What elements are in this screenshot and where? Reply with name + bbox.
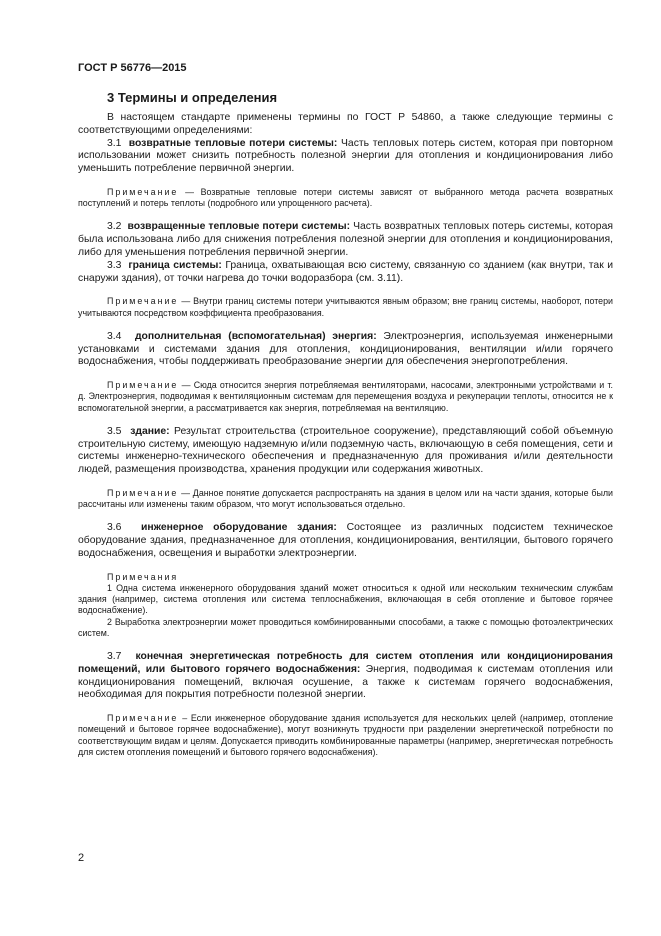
page-number: 2 bbox=[78, 852, 85, 864]
note-3-6-2: 2 Выработка электроэнергии может проводиться комбинированными способами, а также с помощью фотоэлектрических систем. bbox=[78, 616, 613, 638]
term-3-4: 3.4 дополнительная (вспомогательная) энергия: Электроэнергия, используемая инженерными установками и системами здания для отопления, кондиционирования, вентиляции и/или горячего водоснабжения, чтобы поддерживать преобразование энергии для обеспечения энергопотребления. bbox=[78, 330, 613, 368]
section-title: 3 Термины и определения bbox=[107, 90, 278, 105]
note-3-5: Примечание — Данное понятие допускается распространять на здания в целом или на части здания, которые были рассчитаны или изменены таким образом, что могут использоваться отдельно. bbox=[78, 487, 613, 510]
document-body bbox=[78, 112, 613, 758]
note-3-4: Примечание — Сюда относится энергия потребляемая вентиляторами, насосами, электронными устройствами и т. д. Электроэнергия, подводимая к вентиляционным системам для перемещения воздуха и рекуперации теплоты, относится не к вспомогательной энергии, а рассматривается как энергия, потребляемая на вентиляцию. bbox=[78, 380, 613, 413]
term-3-7: 3.7 конечная энергетическая потребность для систем отопления или кондиционирования помещений, или бытового горячего водоснабжения: Энергия, подводимая к системам отопления или кондиционирования помещений, включая осушение, а также к системам горячего водоснабжения, необходимая для покрытия потребности полезной энергии. bbox=[78, 650, 613, 701]
term-3-1: 3.1 возвратные тепловые потери системы: Часть тепловых потерь систем, которая при повторном использовании может снизить потребность полезной энергии для отопления и кондиционирования либо уменьшить потребление первичной энергии. bbox=[78, 137, 613, 175]
note-3-3: Примечание — Внутри границ системы потери учитываются явным образом; вне границ системы, наоборот, потери учитываются посредством коэффициента преобразования. bbox=[78, 296, 613, 318]
notes-3-6-heading: Примечания bbox=[107, 571, 179, 582]
term-3-5: 3.5 здание: Результат строительства (строительное сооружение), представляющий собой объемную строительную систему, имеющую надземную и/или подземную часть, включающую в себя помещения, сети и системы инженерно-технического обеспечения и предназначенную для проживания и/или деятельности людей, размещения производства, хранения продукции или содержания животных. bbox=[78, 425, 614, 476]
intro-paragraph: В настоящем стандарте применены термины по ГОСТ Р 54860, а также следующие термины с соответствующими определениями: bbox=[78, 112, 613, 136]
term-3-3: 3.3 граница системы: Граница, охватывающая всю систему, связанную со зданием (как внутри, так и снаружи здания), от точки нагрева до точки водоразбора (см. 3.11). bbox=[78, 259, 613, 284]
note-3-6-1: 1 Одна система инженерного оборудования зданий может относиться к одной или нескольким техническим службам здания (например, система отопления или система теплоснабжения, включающая в себя отопление и бытовое горячее водоснабжение). bbox=[78, 582, 613, 616]
document-header: ГОСТ Р 56776—2015 bbox=[78, 62, 187, 74]
term-3-2: 3.2 возвращенные тепловые потери системы: Часть возвратных тепловых потерь системы, которая была использована либо для снижения потребления полезной энергии для отопления и кондиционирования, либо для уменьшения потребления первичной энергии. bbox=[78, 221, 613, 258]
note-3-7: Примечание – Если инженерное оборудование здания используется для нескольких целей (например, отопление помещений и бытовое горячее водоснабжение), могут возникнуть трудности при разделении энергетической потребности по соответствующим видам и целям. Допускается приводить комбинированные параметры (например, энергетическая потребность для систем отопления помещений и бытового горячего водоснабжения). bbox=[78, 713, 614, 757]
note-3-1: Примечание — Возвратные тепловые потери системы зависят от выбранного метода расчета возвратных поступлений и потерь теплоты (подробного или упрощенного расчета). bbox=[78, 186, 613, 209]
term-3-6: 3.6 инженерное оборудование здания: Состоящее из различных подсистем техническое оборудование здания, предназначенное для отопления, кондиционирования, вентиляции, бытового горячего водоснабжения, освещения и выработки электроэнергии. bbox=[78, 522, 613, 559]
